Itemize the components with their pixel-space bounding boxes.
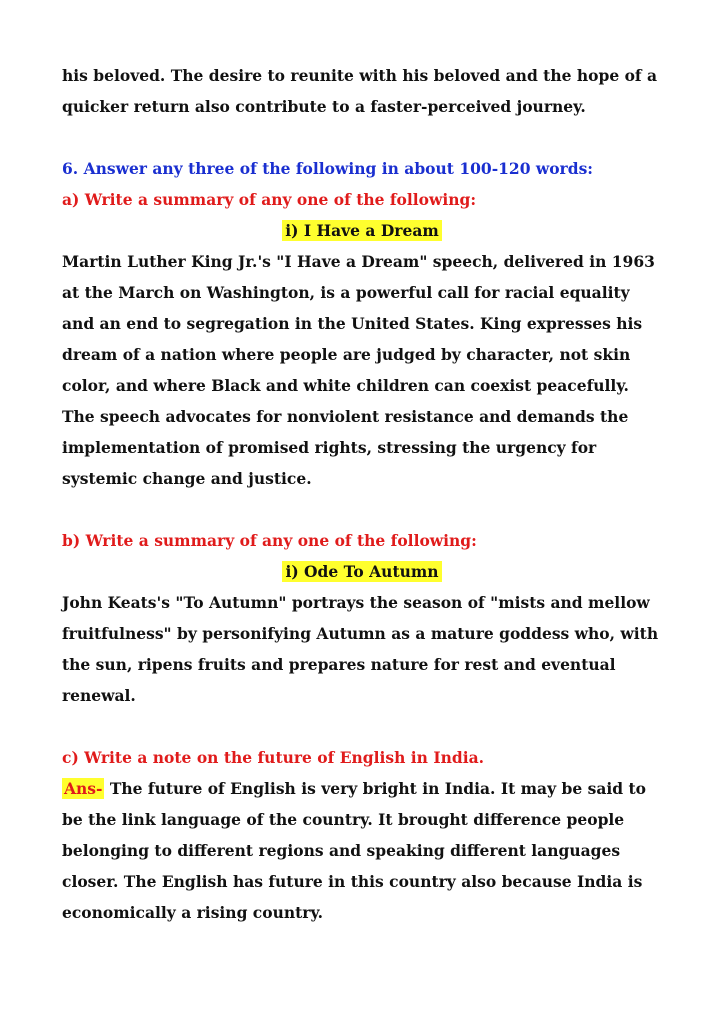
spacer (62, 122, 662, 153)
part-a-subtitle: i) I Have a Dream (282, 220, 442, 241)
part-a-subtitle-line (62, 215, 662, 246)
part-b-body: John Keats's "To Autumn" portrays the season of "mists and mellow fruitfulness" by personifying Autumn as a mature goddess who, with the sun, ripens fruits and prepares nature for rest and eventual renewal. (62, 593, 659, 705)
part-b-subtitle-line (62, 556, 662, 587)
answer-label: Ans- (64, 779, 103, 798)
part-c-prompt: c) Write a note on the future of English in India. (62, 748, 485, 767)
document-page (62, 60, 662, 928)
part-c-body: The future of English is very bright in India. It may be said to be the link language of the country. It brought difference people belonging to different regions and speaking different languages closer. The English has future in this country also because India is economically a rising country. (62, 779, 646, 922)
spacer (62, 711, 662, 742)
spacer (62, 494, 662, 525)
part-a-prompt: a) Write a summary of any one of the following: (62, 190, 477, 209)
part-b-prompt: b) Write a summary of any one of the following: (62, 531, 477, 550)
intro-paragraph: his beloved. The desire to reunite with his beloved and the hope of a quicker return also contribute to a faster-perceived journey. (62, 66, 658, 116)
part-a-body: Martin Luther King Jr.'s "I Have a Dream" speech, delivered in 1963 at the March on Washington, is a powerful call for racial equality and an end to segregation in the United States. King expresses his dream of a nation where people are judged by character, not skin color, and where Black and white children can coexist peacefully. The speech advocates for nonviolent resistance and demands the implementation of promised rights, stressing the urgency for systemic change and justice. (62, 252, 655, 488)
question-heading: 6. Answer any three of the following in about 100-120 words: (62, 159, 594, 178)
part-b-subtitle: i) Ode To Autumn (282, 561, 441, 582)
part-c-answer (62, 773, 662, 928)
